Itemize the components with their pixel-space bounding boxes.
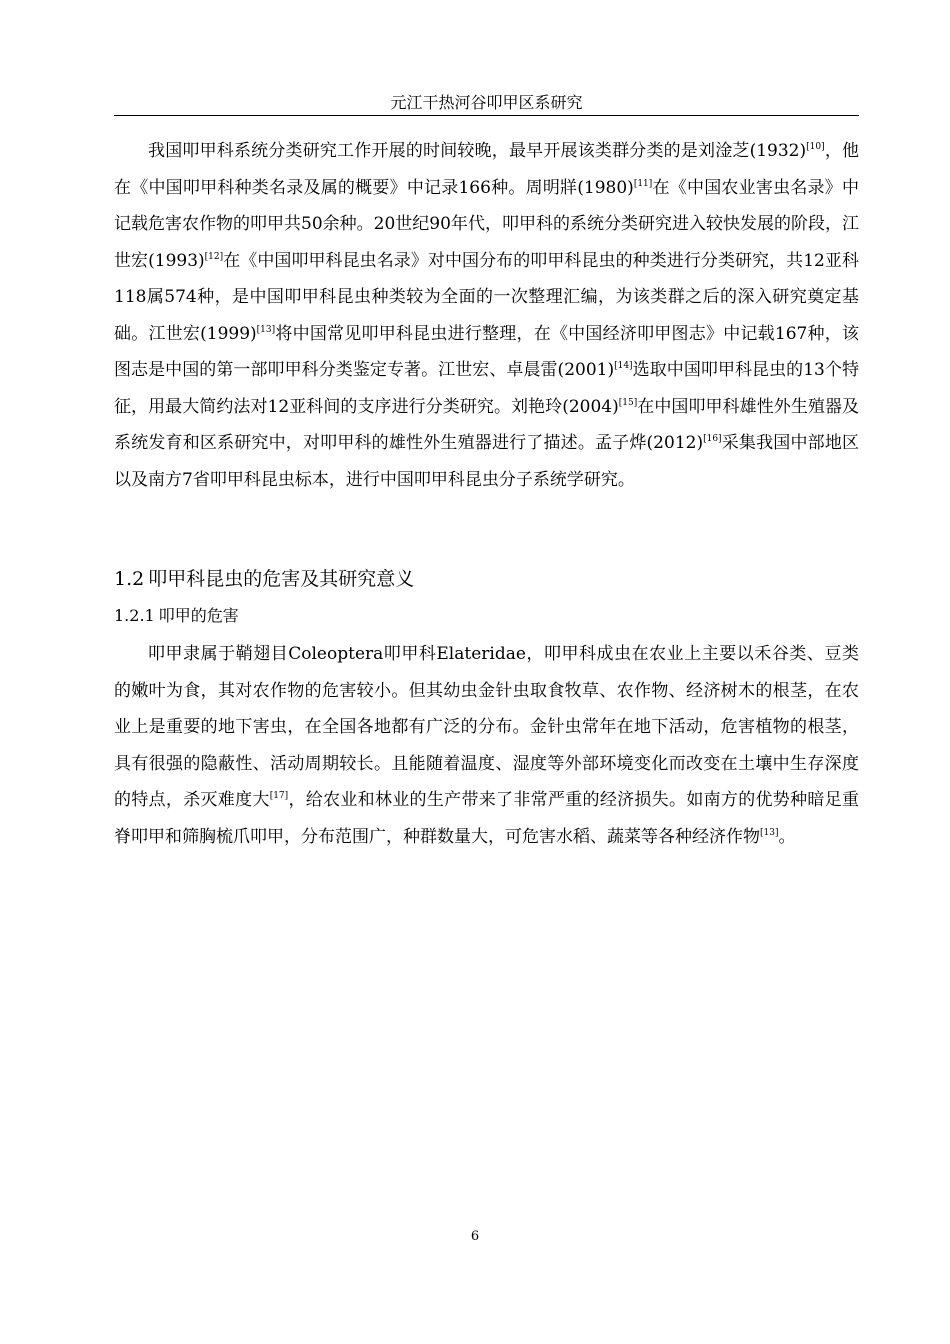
citation: [13] (760, 827, 779, 838)
text-run: 叩甲隶属于鞘翅目Coleoptera叩甲科Elateridae，叩甲科成虫在农业上主要以禾谷类、豆类的嫩叶为食，其对农作物的危害较小。但其幼虫金针虫取食牧草、农作物、经济树木的根茎，在农业上是重要的地下害虫，在全国各地都有广泛的分布。金针虫常年在地下活动，危害植物的根茎，具有很强的隐蔽性、活动周期较长。且能随着温度、湿度等外部环境变化而改变在土壤中生存深度的特点，杀灭难度大 (114, 644, 859, 810)
text-run: 我国叩甲科系统分类研究工作开展的时间较晚，最早开展该类群分类的是刘淦芝(1932) (148, 141, 807, 161)
running-header: 元江干热河谷叩甲区系研究 (390, 93, 583, 112)
section-number: 1.2 (114, 568, 145, 590)
text-run: 在《中国农业害虫名录》中记载危害农作物的叩甲共50余种。20世纪90年代，叩甲科的系统分类研究进入较快发展的阶段，江世宏(1993) (114, 177, 859, 271)
paragraph-damage (114, 636, 859, 855)
section-title: 叩甲科昆虫的危害及其研究意义 (148, 568, 415, 590)
citation: [14] (614, 361, 633, 371)
citation: [17] (269, 791, 289, 801)
citation: [16] (703, 434, 722, 444)
text-run: 将中国常见叩甲科昆虫进行整理，在《中国经济叩甲图志》中记载167种，该图志是中国的第一部叩甲科分类鉴定专著。江世宏、卓晨雷(2001) (114, 323, 859, 380)
citation: [10] (806, 142, 825, 152)
text-run: ，他在《中国叩甲科种类名录及属的概要》中记录166种。周明牂(1980) (114, 141, 860, 198)
section-number: 1.2.1 (114, 606, 155, 625)
text-run: ，给农业和林业的生产带来了非常严重的经济损失。如南方的优势种暗足重脊叩甲和筛胸梳爪叩甲，分布范围广，种群数量大，可危害水稻、蔬菜等各种经济作物 (114, 790, 860, 847)
text-run: 在中国叩甲科雄性外生殖器及系统发育和区系研究中，对叩甲科的雄性外生殖器进行了描述。孟子烨(2012) (114, 396, 859, 453)
text-run: 。 (778, 826, 796, 847)
header-rule (114, 115, 859, 116)
citation: [13] (256, 324, 276, 335)
page-number: 6 (470, 1229, 480, 1244)
section-title: 叩甲的危害 (158, 606, 239, 625)
paragraph-classification-history (114, 133, 859, 498)
section-heading-1-2-1 (114, 604, 239, 628)
citation: [15] (618, 397, 638, 408)
text-run: 选取中国叩甲科昆虫的13个特征，用最大简约法对12亚科间的支序进行分类研究。刘艳玲(2004) (114, 360, 859, 417)
citation: [11] (633, 178, 653, 189)
citation: [12] (204, 251, 224, 262)
text-run: 在《中国叩甲科昆虫名录》对中国分布的叩甲科昆虫的种类进行分类研究，共12亚科118属574种，是中国叩甲科昆虫种类较为全面的一次整理汇编，为该类群之后的深入研究奠定基础。江世宏(1999) (114, 250, 859, 344)
text-run: 采集我国中部地区以及南方7省叩甲科昆虫标本，进行中国叩甲科昆虫分子系统学研究。 (114, 433, 860, 490)
section-heading-1-2 (114, 566, 414, 592)
